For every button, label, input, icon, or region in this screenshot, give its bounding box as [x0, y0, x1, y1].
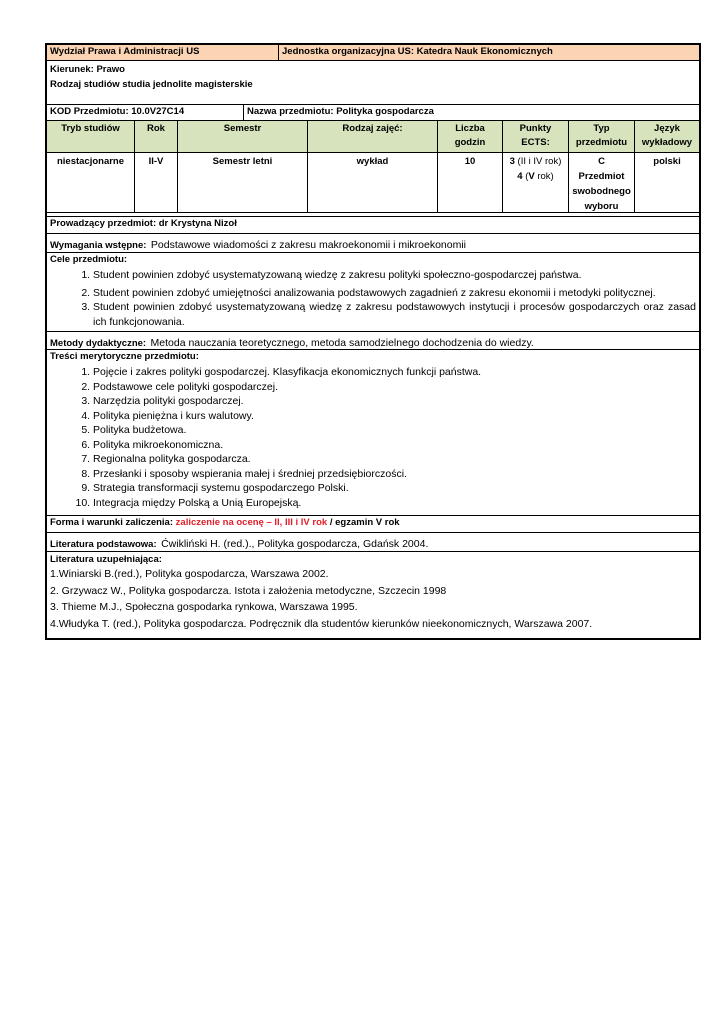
prerequisites-text: Podstawowe wiadomości z zakresu makroekonomii i mikroekonomii — [150, 239, 467, 251]
methods-label: Metody dydaktyczne: — [50, 338, 147, 349]
study-type-text: Rodzaj studiów studia jednolite magisterskie — [50, 79, 253, 90]
subject-name: Nazwa przedmiotu: Polityka gospodarcza — [247, 106, 434, 117]
type-desc: Przedmiot swobodnego wyboru — [572, 171, 631, 212]
syllabus-document — [45, 43, 701, 640]
content-item: 4. Polityka pieniężna i kurs walutowy. — [93, 409, 696, 424]
content-item: 5. Polityka budżetowa. — [93, 423, 696, 438]
goals-label: Cele przedmiotu: — [50, 254, 128, 265]
ects-note-2b: V — [528, 171, 535, 182]
faculty-cell: Wydział Prawa i Administracji US — [47, 45, 279, 60]
syllabus-table — [45, 43, 701, 640]
ects-value-2: 4 — [517, 171, 523, 182]
td-hours: 10 — [438, 153, 503, 212]
table-data-row — [47, 153, 699, 213]
td-ects — [503, 153, 569, 212]
prerequisites-row — [47, 234, 699, 253]
td-type — [569, 153, 635, 212]
ects-value-1: 3 — [509, 156, 515, 167]
content-item: 1. Pojęcie i zakres polityki gospodarczej. Klasyfikacja ekonomicznych funkcji państwa. — [93, 365, 696, 380]
th-type: Typ przedmiotu — [569, 121, 635, 152]
content-item: 3. Narzędzia polityki gospodarczej. — [93, 394, 696, 409]
assessment-rest: / egzamin V rok — [329, 517, 400, 528]
type-code: C — [598, 156, 605, 167]
methods-text: Metoda nauczania teoretycznego, metoda samodzielnego dochodzenia do wiedzy. — [150, 337, 534, 349]
td-year: II-V — [135, 153, 178, 212]
th-class-type: Rodzaj zajęć: — [308, 121, 438, 152]
ects-note-1: (II i IV rok) — [514, 156, 562, 167]
content-label: Treści merytoryczne przedmiotu: — [50, 351, 199, 362]
basic-literature-text: Ćwikliński H. (red.)., Polityka gospodarcza, Gdańsk 2004. — [161, 538, 429, 550]
th-semester: Semestr — [178, 121, 308, 152]
supplementary-literature-row — [47, 552, 699, 638]
content-row — [47, 350, 699, 516]
ects-note-2a: ( — [522, 171, 529, 182]
td-semester: Semestr letni — [178, 153, 308, 212]
literature-item: 4.Włudyka T. (red.), Polityka gospodarcza. Podręcznik dla studentów kierunków nieekonomicznych, Warszawa 2007. — [50, 617, 593, 630]
supplementary-literature-label: Literatura uzupełniająca: — [50, 554, 162, 565]
methods-row — [47, 332, 699, 350]
td-language: polski — [653, 156, 681, 167]
assessment-highlight: zaliczenie na ocenę – II, III i IV rok — [175, 517, 328, 528]
goals-list — [50, 268, 696, 329]
th-year: Rok — [135, 121, 178, 152]
table-header-row — [47, 121, 699, 153]
literature-item: 3. Thieme M.J., Społeczna gospodarka rynkowa, Warszawa 1995. — [50, 601, 358, 613]
content-list — [50, 365, 696, 510]
header-row — [47, 45, 699, 61]
content-item: 9. Strategia transformacji systemu gospodarczego Polski. — [93, 481, 696, 496]
assessment-label: Forma i warunki zaliczenia: — [50, 517, 174, 528]
content-item: 6. Polityka mikroekonomiczna. — [93, 438, 696, 453]
th-hours: Liczba godzin — [438, 121, 503, 152]
th-mode: Tryb studiów — [47, 121, 135, 152]
content-item: 10. Integracja między Polską a Unią Europejską. — [93, 496, 696, 511]
goals-row — [47, 253, 699, 332]
literature-item: 2. Grzywacz W., Polityka gospodarcza. Istota i założenia metodyczne, Szczecin 1998 — [50, 584, 447, 597]
subject-code: KOD Przedmiotu: 10.0V27C14 — [47, 105, 244, 120]
content-item: 2. Podstawowe cele polityki gospodarczej. — [93, 380, 696, 395]
direction-text: Kierunek: Prawo — [50, 64, 125, 75]
unit-cell: Jednostka organizacyjna US: Katedra Nauk Ekonomicznych — [282, 46, 553, 57]
basic-literature-row — [47, 533, 699, 552]
td-class-type: wykład — [308, 153, 438, 212]
goal-item: 3. Student powinien zdobyć usystematyzowaną wiedzę z zakresu podstawowych instytucji i procesów gospodarczych oraz zasad ich funkcjonowania. — [93, 300, 696, 329]
goal-item: 1. Student powinien zdobyć usystematyzowaną wiedzę z zakresu polityki społeczno-gospodarczej państwa. — [93, 268, 696, 283]
content-item: 7. Regionalna polityka gospodarcza. — [93, 452, 696, 467]
subject-row — [47, 105, 699, 121]
th-ects: Punkty ECTS: — [503, 121, 569, 152]
lecturer-row: Prowadzący przedmiot: dr Krystyna Nizoł — [47, 217, 699, 234]
td-mode: niestacjonarne — [47, 153, 135, 212]
assessment-row — [47, 516, 699, 533]
program-row — [47, 61, 699, 105]
basic-literature-label: Literatura podstawowa: — [50, 539, 157, 550]
literature-item: 1.Winiarski B.(red.), Polityka gospodarcza, Warszawa 2002. — [50, 568, 329, 580]
goal-item: 2. Student powinien zdobyć umiejętności analizowania podstawowych zagadnień z zakresu ekonomii i metodyki politycznej. — [93, 286, 696, 301]
th-language: Język wykładowy — [641, 123, 693, 148]
ects-note-2c: rok) — [534, 171, 554, 182]
content-item: 8. Przesłanki i sposoby wspierania małej i średniej przedsiębiorczości. — [93, 467, 696, 482]
prerequisites-label: Wymagania wstępne: — [50, 240, 147, 251]
